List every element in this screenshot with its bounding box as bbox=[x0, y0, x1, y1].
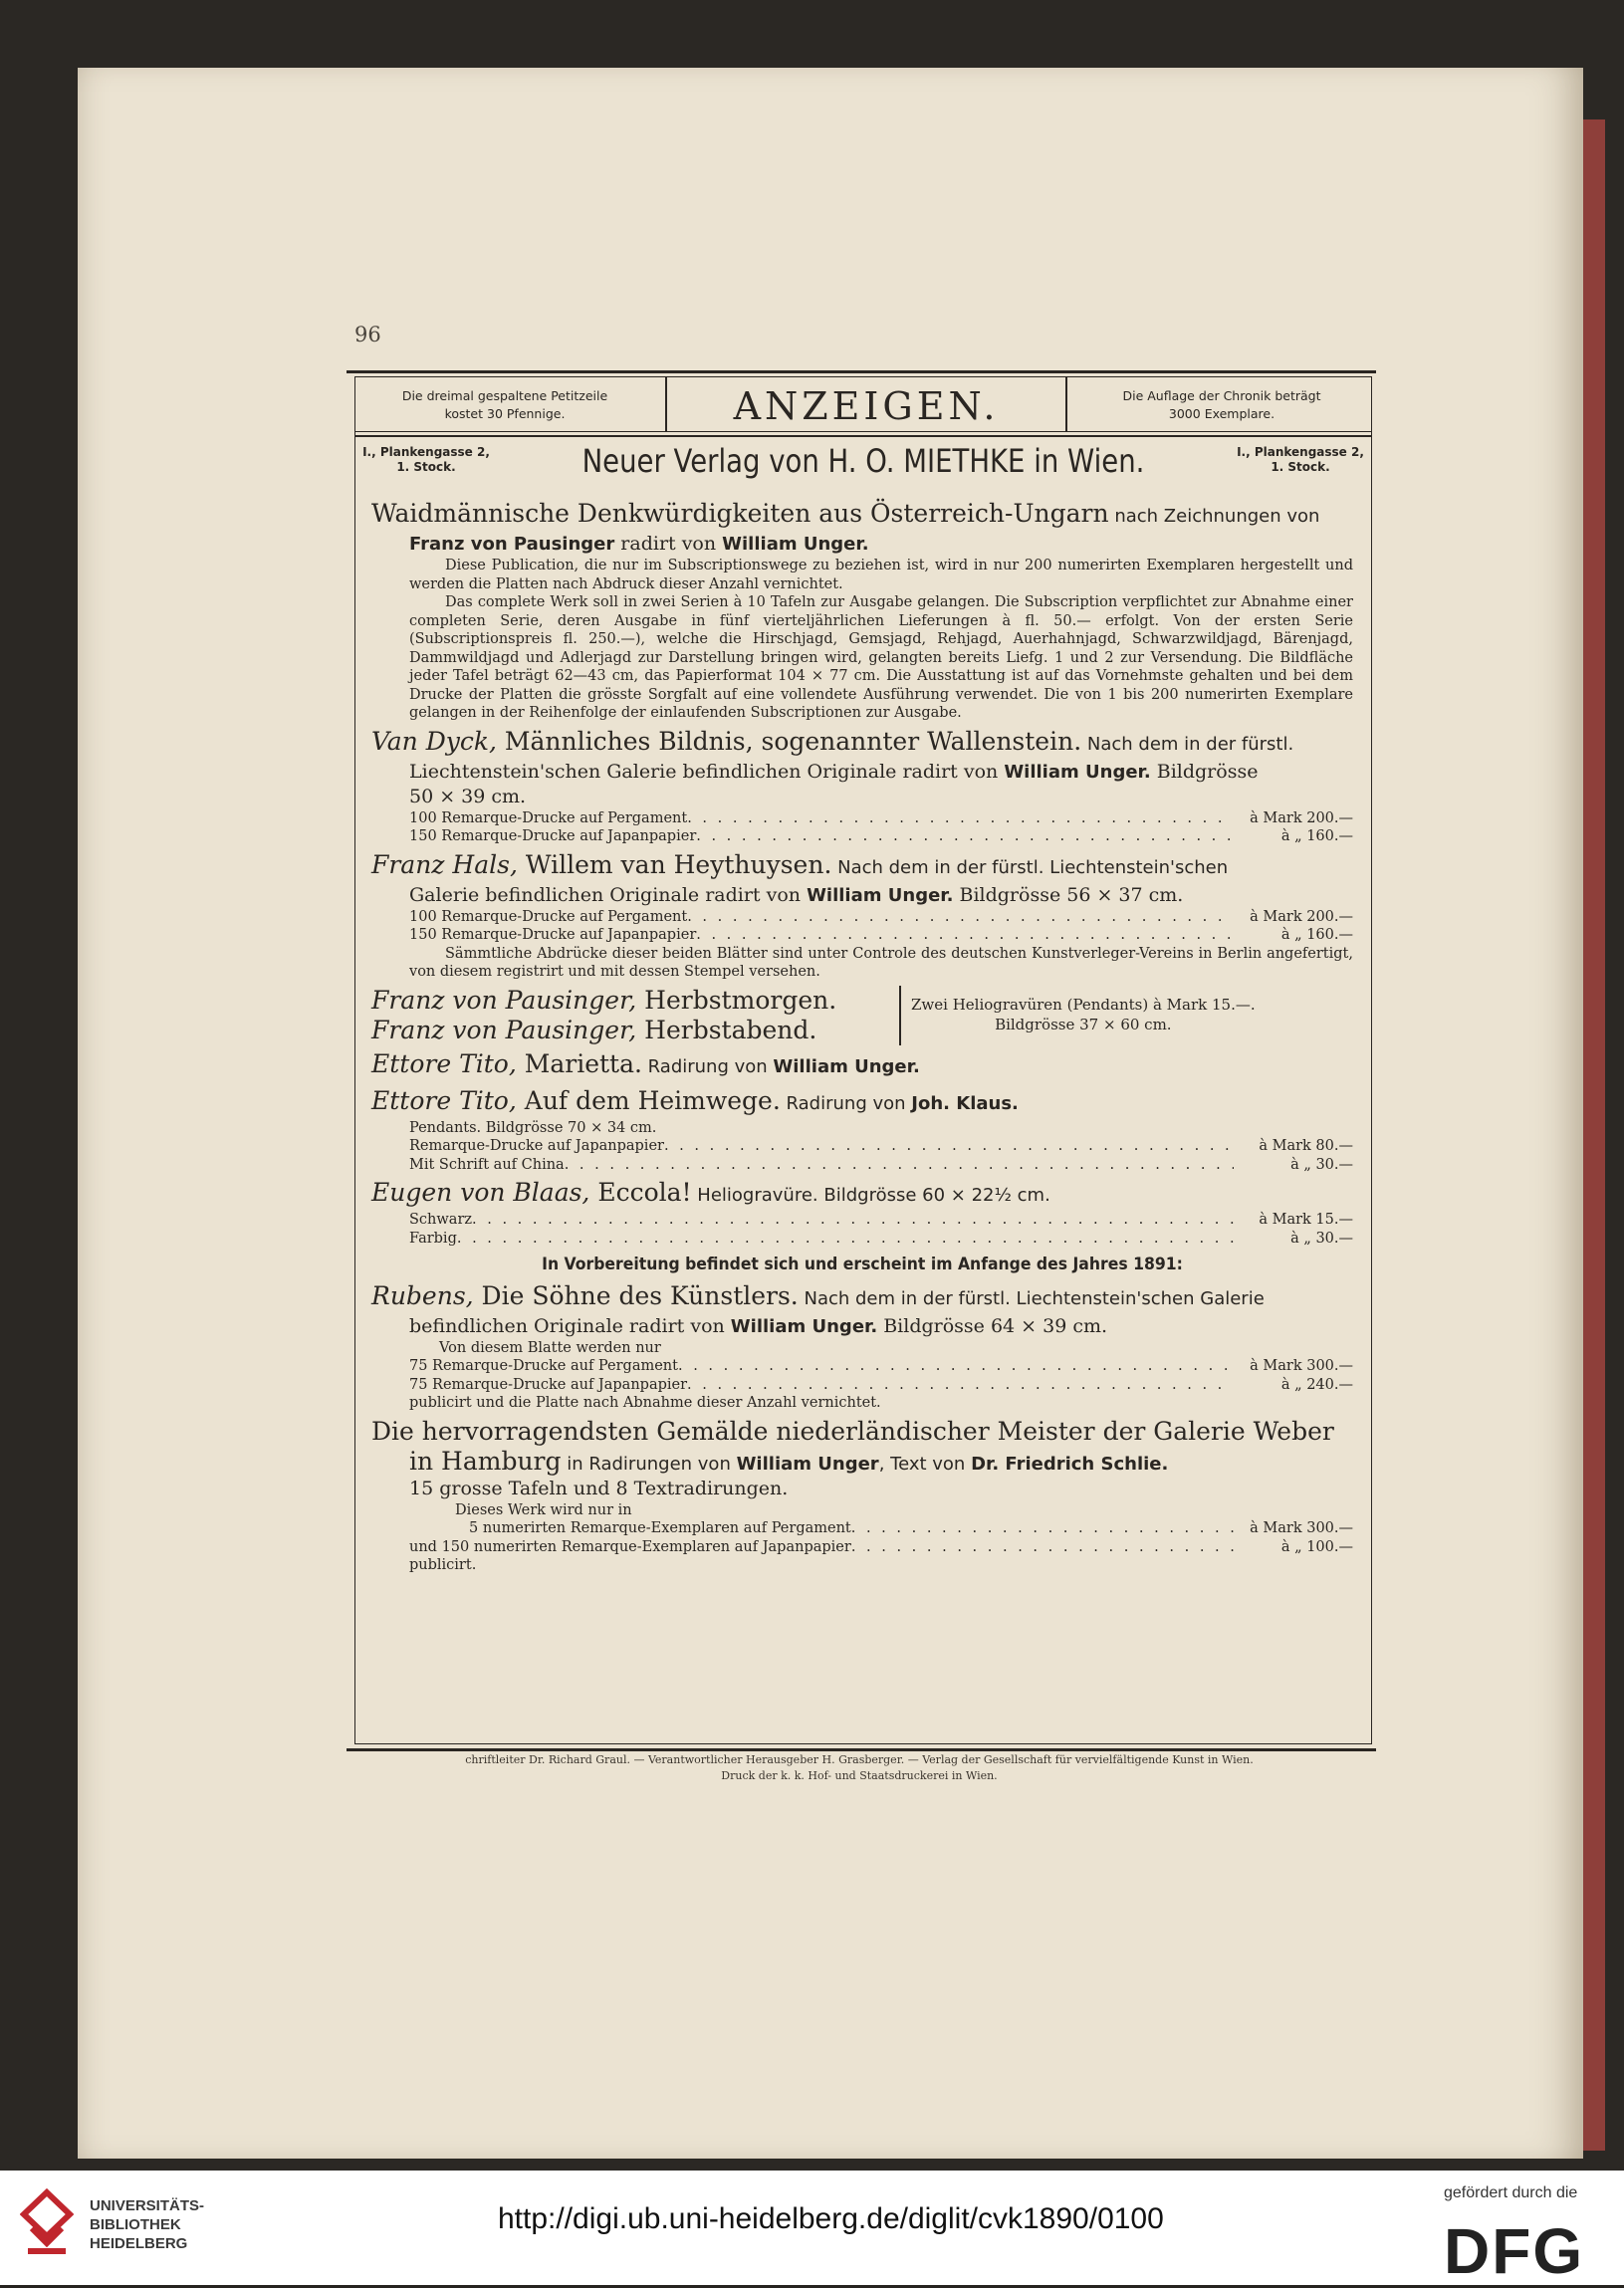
header-title: ANZEIGEN. bbox=[665, 377, 1067, 431]
etcher-name: Joh. Klaus. bbox=[911, 1092, 1019, 1114]
entry-head: Waidmännische Denkwürdigkeiten aus Österreich-Ungarn bbox=[371, 499, 1109, 528]
entry-van-dyck bbox=[371, 727, 1353, 846]
entry-note: Sämmtliche Abdrücke dieser beiden Blätter sind unter Controle des deutschen Kunstverleger-Vereins in Berlin angefertigt, von diesem registrirt und mit dessen Stempel versehen. bbox=[409, 945, 1353, 980]
price-label: Farbig bbox=[409, 1230, 457, 1247]
entry-rubens bbox=[371, 1281, 1353, 1413]
top-rule bbox=[347, 370, 1376, 373]
entry-head-small: Nach dem in der fürstl. bbox=[1081, 733, 1294, 755]
price-row bbox=[409, 1137, 1353, 1156]
entry-head-small: nach Zeichnungen von bbox=[1108, 506, 1320, 527]
artist-name: Franz von Pausinger bbox=[409, 534, 615, 555]
price-amount: à „ 30.— bbox=[1290, 1156, 1353, 1173]
header-right-text: Die Auflage der Chronik beträgt 3000 Exemplare. bbox=[1122, 388, 1321, 421]
entry-title: Marietta. bbox=[516, 1048, 642, 1078]
library-logo-icon bbox=[20, 2188, 74, 2258]
price-row bbox=[409, 1230, 1353, 1249]
price-amount: à Mark 200.— bbox=[1250, 908, 1353, 925]
entry-tito-marietta bbox=[371, 1049, 1353, 1082]
entry-franz-hals bbox=[371, 850, 1353, 982]
price-label: Schwarz bbox=[409, 1212, 473, 1228]
price-row bbox=[409, 827, 1353, 846]
price-amount: à Mark 300.— bbox=[1250, 1520, 1353, 1536]
entry-text: , Text von bbox=[878, 1453, 972, 1475]
entry-text: Galerie befindlichen Originale radirt von bbox=[409, 883, 808, 906]
price-row bbox=[409, 1357, 1353, 1376]
entry-artist: Franz von Pausinger, bbox=[371, 985, 637, 1015]
price-row bbox=[409, 1519, 1353, 1538]
price-amount: à „ 240.— bbox=[1280, 1376, 1353, 1393]
entry-text: befindlichen Originale radirt von bbox=[409, 1314, 731, 1337]
etcher-name: William Unger bbox=[736, 1453, 879, 1475]
bottom-rule bbox=[347, 1748, 1376, 1751]
dfg-logo: DFG bbox=[1444, 2215, 1585, 2287]
entry-text: Bildgrösse 37 × 60 cm. bbox=[995, 1015, 1172, 1033]
entry-title: Männliches Bildnis, sogenannter Wallenstein. bbox=[496, 726, 1082, 756]
price-amount: à „ 100.— bbox=[1280, 1538, 1353, 1555]
entry-artist: Ettore Tito, bbox=[371, 1085, 517, 1115]
brace bbox=[899, 986, 901, 1045]
entry-galerie-weber bbox=[371, 1417, 1353, 1575]
entry-title: Die hervorragendsten Gemälde niederländischer Meister der Galerie Weber bbox=[371, 1416, 1334, 1446]
price-row bbox=[409, 1156, 1353, 1175]
ad-content bbox=[371, 499, 1353, 1579]
header-row bbox=[355, 377, 1371, 432]
entry-pausinger bbox=[371, 986, 1353, 1045]
entry-title: Die Söhne des Künstlers. bbox=[473, 1280, 799, 1310]
entry-title: in Hamburg bbox=[409, 1446, 562, 1476]
entry-head-small: Radirung von bbox=[641, 1055, 774, 1077]
entry-head-small: Nach dem in der fürstl. Liechtenstein'schen Galerie bbox=[798, 1287, 1265, 1309]
publisher-address-left: I., Plankengasse 2, 1. Stock. bbox=[362, 445, 490, 474]
price-label: 150 Remarque-Drucke auf Japanpapier bbox=[409, 828, 697, 844]
price-amount: à „ 160.— bbox=[1280, 927, 1353, 943]
header-double-rule bbox=[355, 435, 1371, 437]
entry-title: Auf dem Heimwege. bbox=[516, 1085, 781, 1115]
imprint-line: Druck der k. k. Hof- und Staatsdruckerei in Wien. bbox=[721, 1769, 998, 1782]
library-name: UNIVERSITÄTS- BIBLIOTHEK HEIDELBERG bbox=[90, 2197, 205, 2252]
price-label: 150 Remarque-Drucke auf Japanpapier bbox=[409, 927, 697, 943]
etcher-name: William Unger. bbox=[1004, 761, 1151, 783]
price-label: und 150 numerirten Remarque-Exemplaren auf Japanpapier bbox=[409, 1538, 851, 1555]
entry-artist: Van Dyck, bbox=[371, 726, 497, 756]
entry-artist: Franz von Pausinger, bbox=[371, 1015, 637, 1044]
entry-size: Pendants. Bildgrösse 70 × 34 cm. bbox=[409, 1119, 657, 1136]
entry-artist: Franz Hals, bbox=[371, 849, 518, 879]
page-number: 96 bbox=[354, 323, 381, 346]
entry-text: 15 grosse Tafeln und 8 Textradirungen. bbox=[409, 1477, 789, 1499]
price-amount: à „ 30.— bbox=[1290, 1230, 1353, 1247]
entry-artist: Ettore Tito, bbox=[371, 1048, 517, 1078]
permalink[interactable]: http://digi.ub.uni-heidelberg.de/diglit/cvk1890/0100 bbox=[498, 2202, 1164, 2235]
ad-box bbox=[354, 376, 1372, 1744]
price-label: 100 Remarque-Drucke auf Pergament bbox=[409, 809, 688, 826]
entry-artist: Rubens, bbox=[371, 1280, 474, 1310]
etcher-name: William Unger. bbox=[722, 534, 869, 555]
price-label: 100 Remarque-Drucke auf Pergament bbox=[409, 908, 688, 925]
author-name: Dr. Friedrich Schlie. bbox=[971, 1453, 1169, 1475]
price-amount: à „ 160.— bbox=[1280, 828, 1353, 844]
price-amount: à Mark 200.— bbox=[1250, 809, 1353, 826]
entry-title: Willem van Heythuysen. bbox=[517, 849, 832, 879]
imprint-line: chriftleiter Dr. Richard Graul. — Verantwortlicher Herausgeber H. Grasberger. — Verlag der Gesellschaft für vervielfältigende Kunst in Wien. bbox=[465, 1753, 1254, 1766]
publisher-title: Neuer Verlag von H. O. MIETHKE in Wien. bbox=[581, 442, 1145, 480]
price-label: Remarque-Drucke auf Japanpapier bbox=[409, 1138, 664, 1154]
price-row bbox=[409, 1211, 1353, 1230]
entry-text: in Radirungen von bbox=[561, 1453, 737, 1475]
price-label: Mit Schrift auf China bbox=[409, 1156, 565, 1173]
entry-title: Herbstabend. bbox=[636, 1015, 817, 1044]
price-label: 5 numerirten Remarque-Exemplaren auf Pergament bbox=[469, 1520, 851, 1536]
page-edge bbox=[1583, 119, 1605, 2151]
entry-waidmaennische bbox=[371, 499, 1353, 723]
entry-title: Eccola! bbox=[589, 1178, 692, 1207]
entry-paragraph: Das complete Werk soll in zwei Serien à 10 Tafeln zur Ausgabe gelangen. Die Subscription verpflichtet zur Abnahme einer completen Serie, deren Ausgabe in fünf vierteljährlichen Lieferungen à fl. 50.— erfolgt. Von der ersten Serie (Subscriptionspreis fl. 250.—), welche die Hirschjagd, Gemsjagd, Rehjagd, Auerhahnjagd, Schwarzwildjagd, Bärenjagd, Dammwildjagd und Adlerjagd zur Darstellung bringen wird, gelangten bereits Liefg. 1 und 2 zur Versendung. Die Bildfläche jeder Tafel beträgt 62—43 cm, das Papierformat 104 × 77 cm. Die Ausstattung ist auf das Vornehmste gehalten und bei dem Drucke der Platten die grösste Sorgfalt auf eine vollendete Ausführung verwendet. Die von 1 bis 200 numerirten Exemplare gelangen in der Reihenfolge der einlaufenden Subscriptionen zur Ausgabe. bbox=[409, 594, 1353, 721]
funding-note: gefördert durch die bbox=[1444, 2184, 1578, 2201]
entry-text: Von diesem Blatte werden nur bbox=[439, 1339, 661, 1356]
etcher-name: William Unger. bbox=[773, 1055, 920, 1077]
price-row bbox=[409, 809, 1353, 828]
entry-text: Bildgrösse bbox=[1150, 760, 1259, 783]
entry-text: Zwei Heliogravüren (Pendants) à Mark 15.—. bbox=[911, 996, 1256, 1014]
entry-text: radirt von bbox=[614, 533, 723, 555]
price-amount: à Mark 15.— bbox=[1259, 1212, 1353, 1228]
entry-paragraph: Diese Publication, die nur im Subscriptionswege zu beziehen ist, wird in nur 200 numerirten Exemplaren hergestellt und werden die Platten nach Abdruck dieser Anzahl vernichtet. bbox=[409, 558, 1353, 592]
price-row bbox=[409, 926, 1353, 945]
entry-head-small: Radirung von bbox=[780, 1092, 912, 1114]
price-row bbox=[409, 1538, 1353, 1557]
entry-text: Bildgrösse 56 × 37 cm. bbox=[953, 883, 1184, 906]
entry-title: Herbstmorgen. bbox=[636, 985, 837, 1015]
price-row bbox=[409, 908, 1353, 927]
entry-head-small: Heliogravüre. Bildgrösse 60 × 22½ cm. bbox=[691, 1185, 1050, 1206]
publisher-row bbox=[355, 439, 1371, 479]
price-label: 75 Remarque-Drucke auf Pergament bbox=[409, 1358, 678, 1374]
price-label: 75 Remarque-Drucke auf Japanpapier bbox=[409, 1376, 688, 1393]
price-amount: à Mark 80.— bbox=[1259, 1138, 1353, 1154]
price-row bbox=[409, 1376, 1353, 1395]
entry-size: 50 × 39 cm. bbox=[409, 785, 527, 807]
publisher-address-right: I., Plankengasse 2, 1. Stock. bbox=[1237, 445, 1364, 474]
entry-text: publicirt. bbox=[409, 1557, 477, 1573]
preparation-notice: In Vorbereitung befindet sich und erscheint im Anfange des Jahres 1891: bbox=[542, 1255, 1183, 1274]
etcher-name: William Unger. bbox=[807, 884, 954, 906]
entry-text: Dieses Werk wird nur in bbox=[455, 1501, 632, 1518]
entry-head-small: Nach dem in der fürstl. Liechtenstein'schen bbox=[831, 856, 1229, 878]
entry-text: publicirt und die Platte nach Abnahme dieser Anzahl vernichtet. bbox=[409, 1395, 881, 1411]
entry-blaas bbox=[371, 1178, 1353, 1248]
etcher-name: William Unger. bbox=[730, 1315, 878, 1337]
price-amount: à Mark 300.— bbox=[1250, 1358, 1353, 1374]
entry-text: Bildgrösse 64 × 39 cm. bbox=[877, 1314, 1108, 1337]
entry-artist: Eugen von Blaas, bbox=[371, 1178, 590, 1207]
imprint-footer bbox=[347, 1752, 1372, 1784]
entry-text: Liechtenstein'schen Galerie befindlichen Originale radirt von bbox=[409, 760, 1005, 783]
header-left-text: Die dreimal gespaltene Petitzeile kostet 30 Pfennige. bbox=[401, 388, 608, 421]
entry-tito-heimwege bbox=[371, 1086, 1353, 1175]
